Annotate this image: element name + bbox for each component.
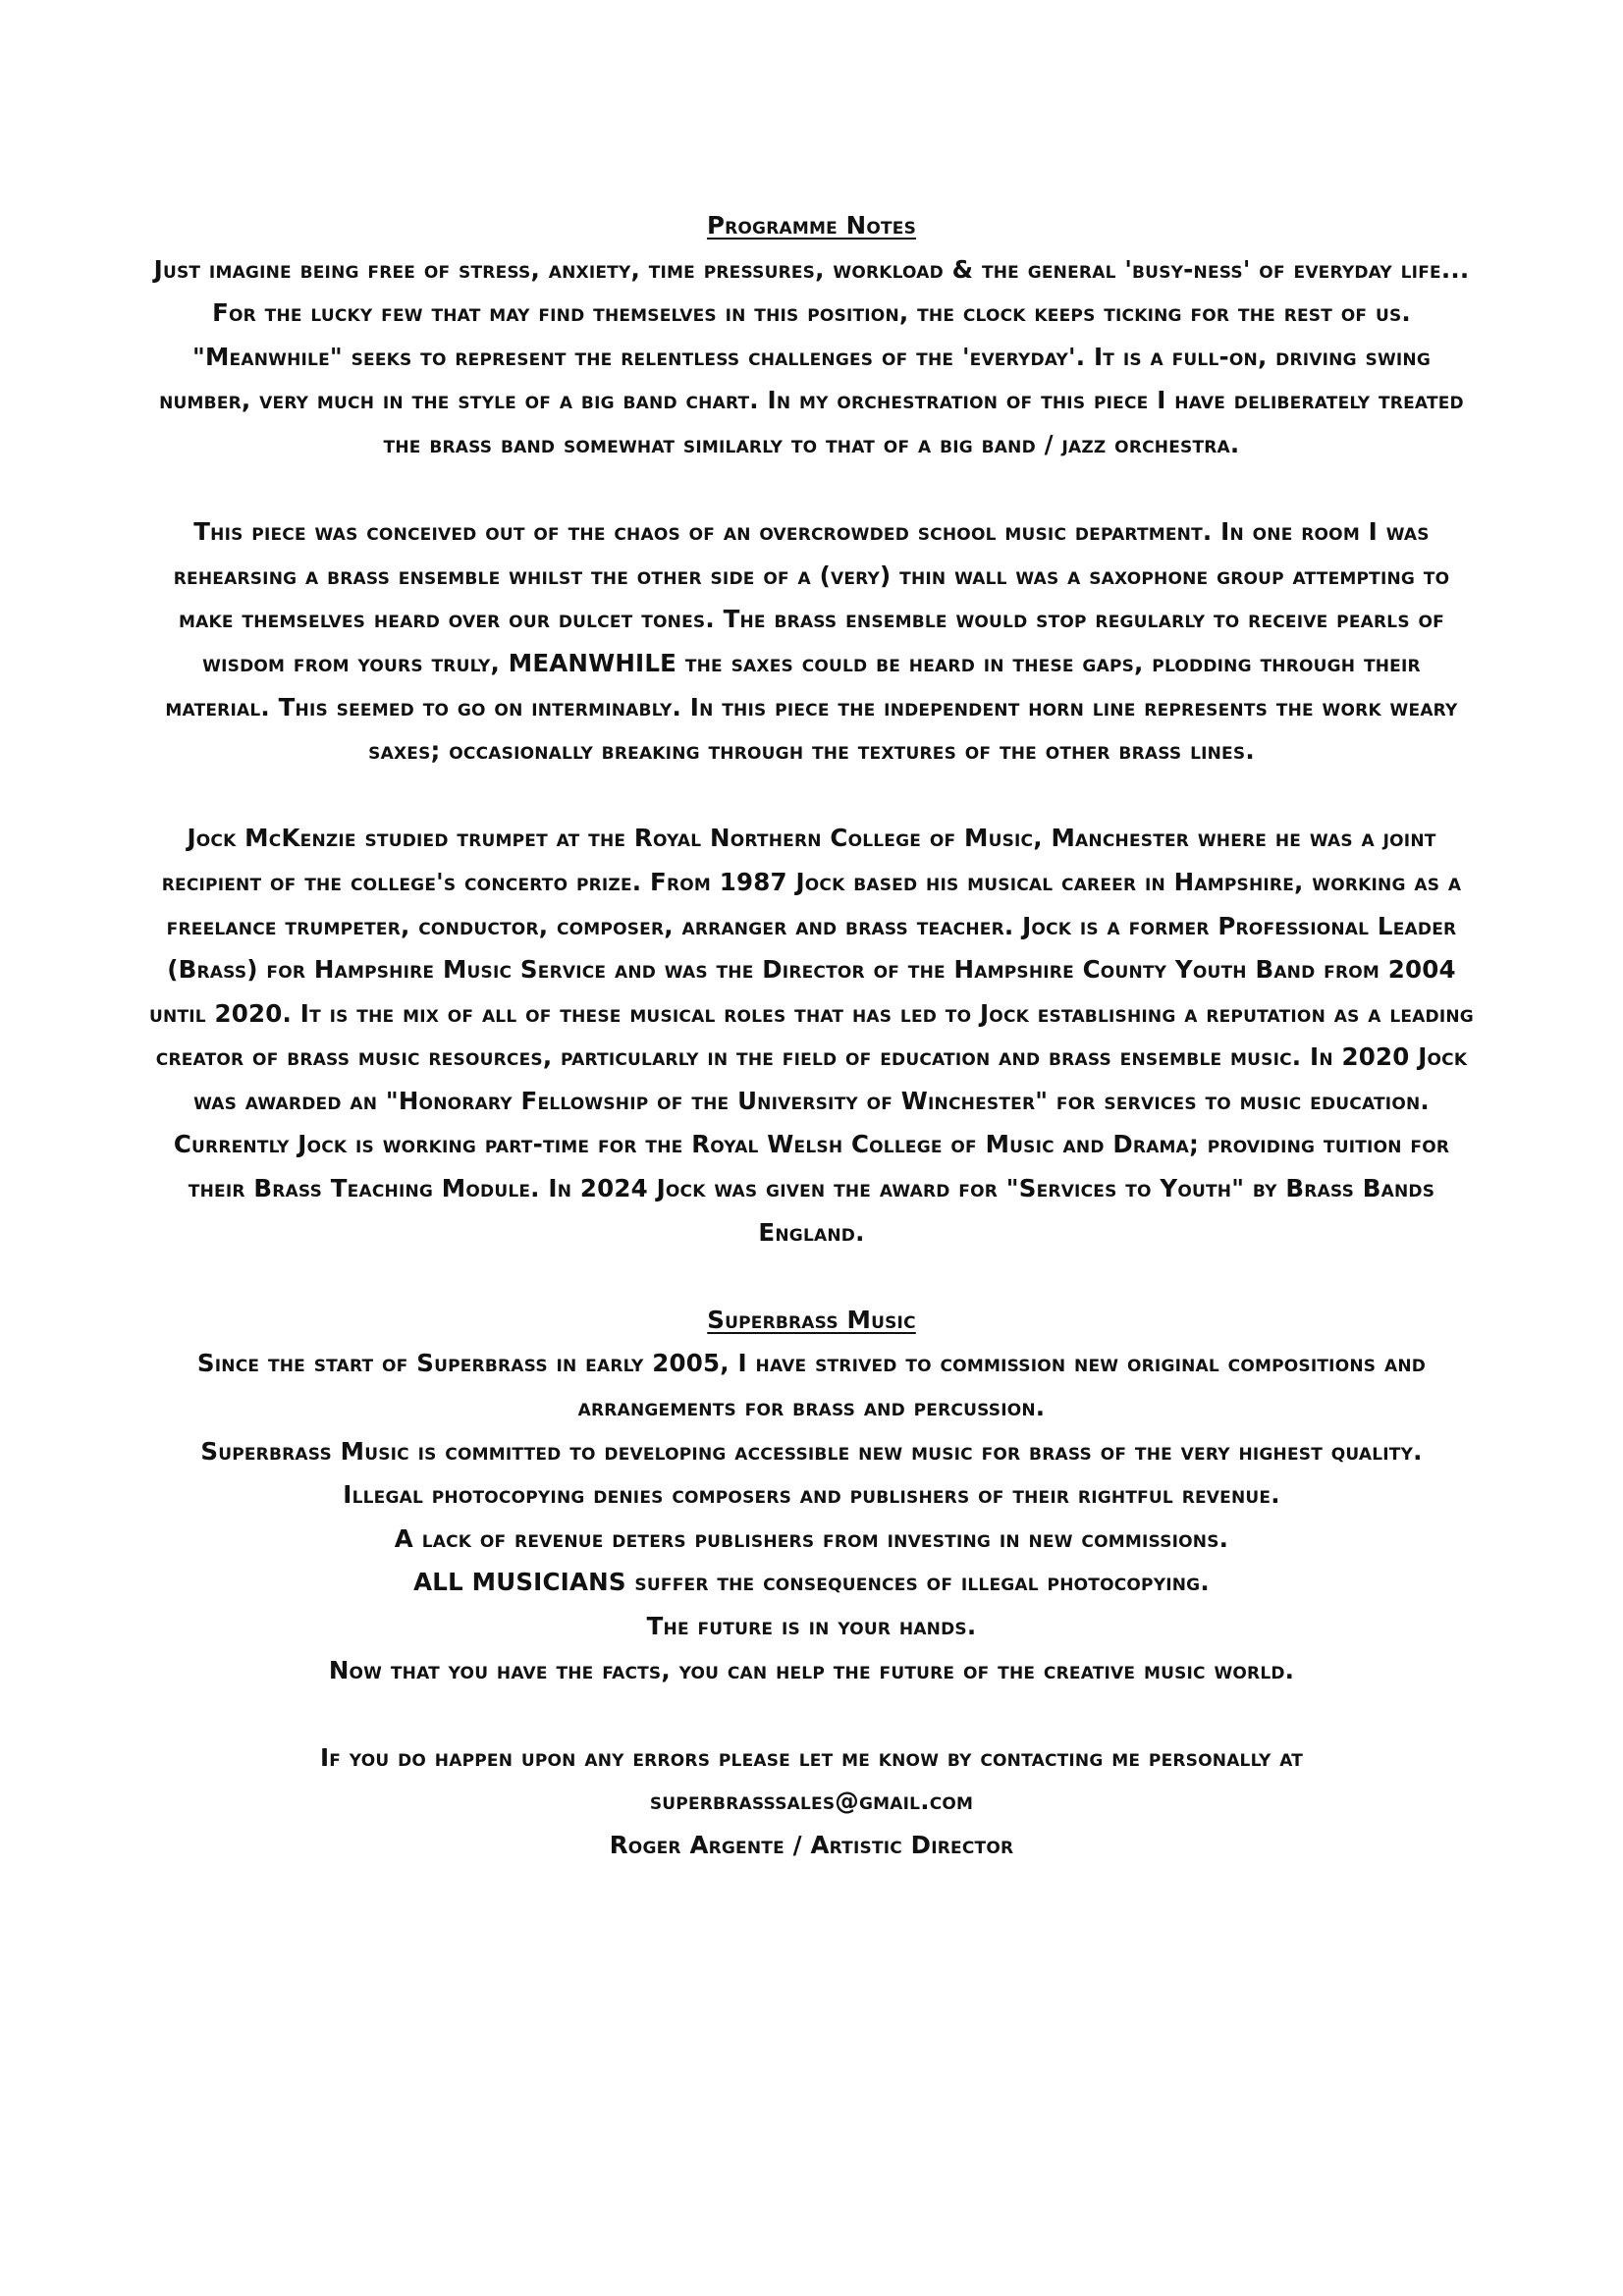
spacer (147, 1255, 1476, 1299)
composer-biography: Jock McKenzie studied trumpet at the Royal Northern College of Music, Manchester where he was a joint recipient of the college's concerto prize. From 1987 Jock based his musical career in Hampshire, working as a freelance trumpeter, conductor, composer, arranger and brass teacher. Jock is a former Professional Leader (Brass) for Hampshire Music Service and was the Director of the Hampshire County Youth Band from 2004 until 2020. It is the mix of all of these musical roles that has led to Jock establishing a reputation as a leading creator of brass music resources, particularly in the field of education and brass ensemble music. In 2020 Jock was awarded an "Honorary Fellowship of the University of Winchester" for services to music education. Currently Jock is working part-time for the Royal Welsh College of Music and Drama; providing tuition for their Brass Teaching Module. In 2024 Jock was given the award for "Services to Youth" by Brass Bands England. (149, 824, 1474, 1247)
superbrass-line-5 (147, 1561, 1476, 1605)
programme-notes-paragraph-1: Just imagine being free of stress, anxiety, time pressures, workload & the general 'busy-ness' of everyday life... For the lucky few that may find themselves in this position, the clock keeps ticking for the rest of us. "Meanwhile" seeks to represent the relentless challenges of the 'everyday'. It is a full-on, driving swing number, very much in the style of a big band chart. In my orchestration of this piece I have deliberately treated the brass band somewhat similarly to that of a big band / jazz orchestra. (153, 254, 1470, 458)
contact-line: If you do happen upon any errors please let me know by contacting me personally at (319, 1742, 1304, 1772)
contact-email[interactable]: superbrasssales@gmail.com (649, 1787, 974, 1816)
superbrass-line-4: A lack of revenue deters publishers from investing in new commissions. (394, 1523, 1229, 1553)
superbrass-line-5-rest: suffer the consequences of illegal photocopying. (625, 1568, 1210, 1597)
superbrass-heading: Superbrass Music (707, 1305, 916, 1334)
superbrass-line-3: Illegal photocopying denies composers and publishers of their rightful revenue. (343, 1480, 1280, 1510)
programme-notes-heading: Programme Notes (706, 211, 917, 240)
superbrass-line-1: Since the start of Superbrass in early 2005, I have strived to commission new original compositions and arrangements for brass and percussion. (196, 1349, 1427, 1422)
document-page (147, 204, 1476, 1868)
signature: Roger Argente / Artistic Director (609, 1830, 1014, 1859)
superbrass-line-6: The future is in your hands. (646, 1612, 977, 1640)
superbrass-line-2: Superbrass Music is committed to developing accessible new music for brass of the very highest quality. (200, 1436, 1423, 1466)
programme-notes-paragraph-2: This piece was conceived out of the chaos of an overcrowded school music department. In one room I was rehearsing a brass ensemble whilst the other side of a (very) thin wall was a saxophone group attempting to make themselves heard over our dulcet tones. The brass ensemble would stop regularly to receive pearls of wisdom from yours truly, MEANWHILE the saxes could be heard in these gaps, plodding through their material. This seemed to go on interminably. In this piece the independent horn line represents the work weary saxes; occasionally breaking through the textures of the other brass lines. (165, 517, 1458, 766)
all-musicians-text: ALL MUSICIANS (413, 1568, 626, 1597)
spacer (147, 1692, 1476, 1736)
spacer (147, 774, 1476, 818)
spacer (147, 467, 1476, 511)
superbrass-line-7: Now that you have the facts, you can help the future of the creative music world. (328, 1655, 1295, 1684)
